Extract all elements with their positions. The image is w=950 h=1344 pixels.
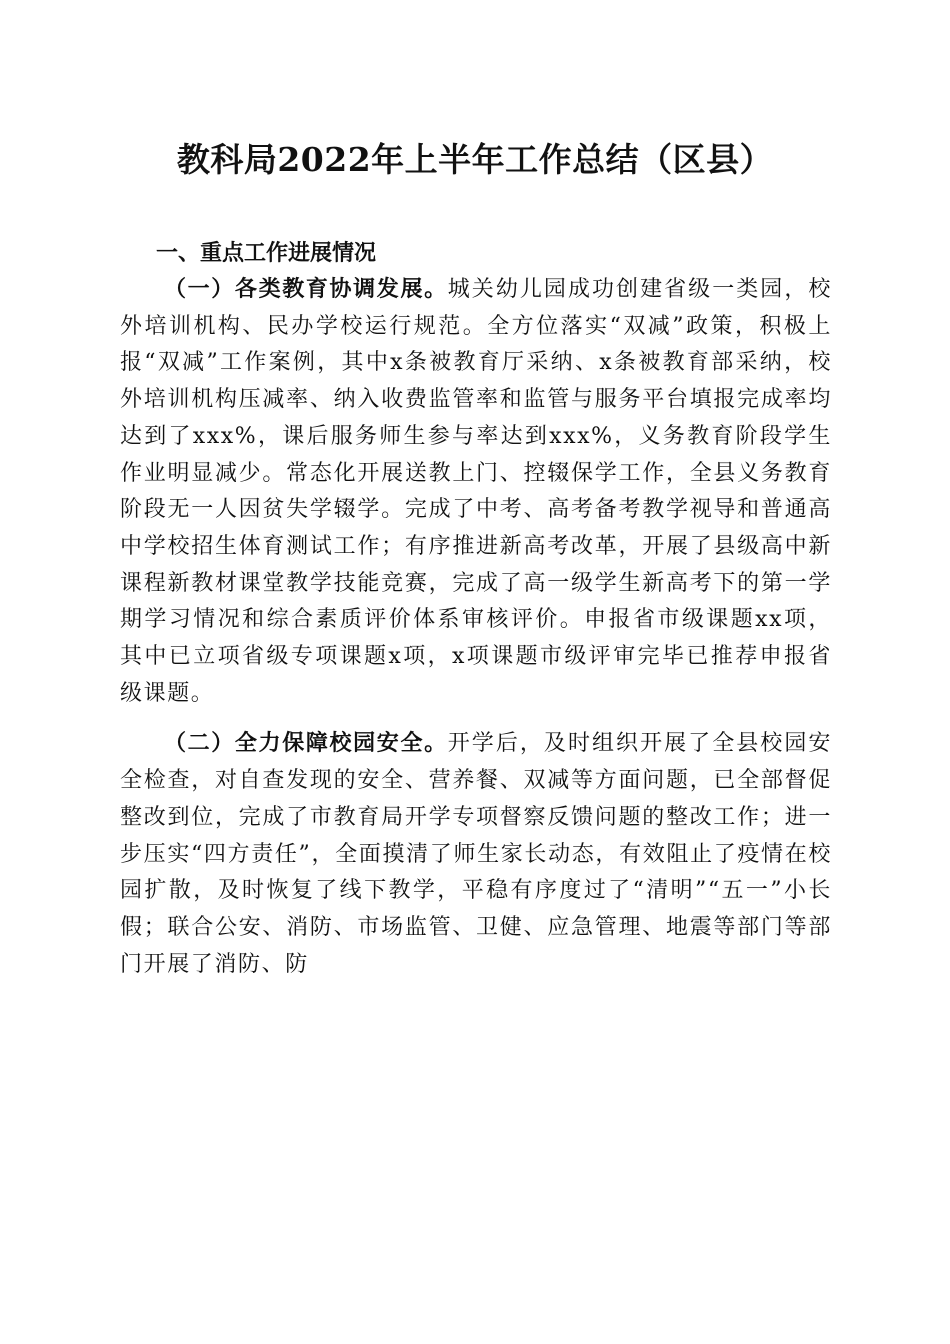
paragraph-body: 开学后，及时组织开展了全县校园安全检查，对自查发现的安全、营养餐、双减等方面问题，已全部督促整改到位，完成了市教育局开学专项督察反馈问题的整改工作；进一步压实“四方责任”，全面摸清了师生家长动态，有效阻止了疫情在校园扩散，及时恢复了线下教学，平稳有序度过了“清明”“五一”小长假；联合公安、消防、市场监管、卫健、应急管理、地震等部门等部门开展了消防、防 — [120, 731, 832, 977]
paragraph-body: 城关幼儿园成功创建省级一类园，校外培训机构、民办学校运行规范。全方位落实“双减”政策，积极上报“双减”工作案例，其中x条被教育厅采纳、x条被教育部采纳，校外培训机构压减率、纳入收费监管率和监管与服务平台填报完成率均达到了xxx%，课后服务师生参与率达到xxx%，义务教育阶段学生作业明显减少。常态化开展送教上门、控辍保学工作，全县义务教育阶段无一人因贫失学辍学。完成了中考、高考备考教学视导和普通高中学校招生体育测试工作；有序推进新高考改革，开展了县级高中新课程新教材课堂教学技能竞赛，完成了高一级学生新高考下的第一学期学习情况和综合素质评价体系审核评价。申报省市级课题xx项，其中已立项省级专项课题x项，x项课题市级评审完毕已推荐申报省级课题。 — [120, 277, 832, 706]
paragraph-lead: （一）各类教育协调发展。 — [164, 277, 448, 302]
document-body — [120, 235, 832, 983]
paragraph-lead: （二）全力保障校园安全。 — [164, 731, 448, 757]
section-heading: 一、重点工作进展情况 — [156, 241, 377, 266]
paragraph-education-coordination — [120, 272, 832, 712]
document-title: 教科局2022年上半年工作总结（区县） — [176, 140, 774, 179]
paragraph-campus-safety — [120, 726, 832, 983]
